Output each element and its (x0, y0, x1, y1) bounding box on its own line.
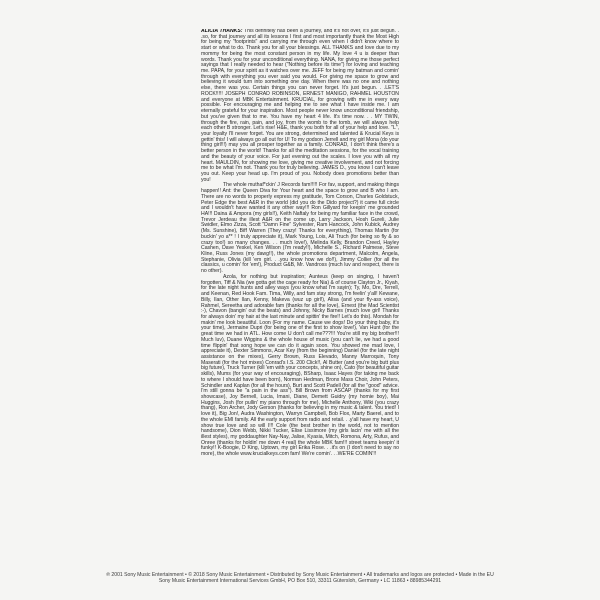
thanks-paragraph-1-body: This definitely has been a journey, and it's not over, it's just begun. . .so, for that journey and all its lessons I first and most importantly thank the Most High for being my "footprints" and carrying me through even when I didn't know where to start or what to do. Thank you for all your blessings. ALL THANKS and love due to my mommy for being the most constant person in my life. My love 4 u is deeper than words. Thank you for your unconditional everything. NANA, for giving me those perfect sayings that I really needed to hear ("Nothing before its time") for loving and teaching me. PAPA, for your spirit as it watches over me. JEFF for being my batman and comin' through with everything you ever said you would. For giving me space to grow and believing it would turn into something one day. When there was no one and nothing else, there was you. Certain things you can never forget. It's just begun. . .LET'S ROCK!!!!! JOSEPH CONRAD ROBINSON, ERNEST MANIGO, RAHMEL HOUSTON and everyone at MBK Entertainment. KRUCIAL, for growing with me in every way possible. For encouraging me and helping me to see what I have inside me. I am eternally grateful for your inspiration. Most people never know unconditional friendship, but you've given that to me. You have my heart 4 life. It's time now. . . MY TWIN, through the fire, rain, pain, and joy, from the womb to the tomb, we will always help each other B stronger. Let's rise! H&E, thank you both for all of your help and love. "L", your loyalty I'll never forget. You are strong, determined and talented & Krucial Keys is gettin' this! I will always go all out for U! To my godson Jerrell and my girl Mona (do your thing girl!!!) may you all prosper together as a family. CONRAD, I don't think there's a better person in the world! Thanks for all the meditation sessions, for the vocal training and the beauty of your voice. For just evening out the scales. I love you with all my heart. MAULDIN, for showing me love, giving me creative involvement, and not forcing me to be what I'm not. Thank you for truly believing. JAMES D., you know I can't leave you out. Keep your head up. I'm proud of you. Nobody does promotions better than you! (201, 29, 399, 183)
legal-line-address: Sony Music Entertainment International Services GmbH, PO Box 510, 33311 Gütersloh, Germany • LC 11863 • 88985344291 (158, 578, 442, 584)
thanks-heading: ALICIA THANKS: (201, 29, 243, 34)
legal-footer (72, 572, 528, 584)
legal-line-copyright: ℗ 2001 Sony Music Entertainment • © 2018 Sony Music Entertainment • Distributed by Sony Music Entertainment • All trademarks and logos are protected • Made in the EU (106, 572, 494, 578)
thanks-text-block (201, 29, 399, 559)
thanks-paragraph-1 (201, 29, 399, 183)
thanks-paragraph-2: The whole muthaf*ckin' J Records fam!!!!! For fav, support, and making things happen!! Ant: the Queen Diva for Your heart and the space to grow and B who I am. There are no words to properly express my gratitude, Tom Corson, Charles Goldstuck, Peter Edge the best A&R in the world (did you do the Dido project?) it came full circle and I wouldn't have wanted it any other way!!! Ron Gillyard for keepin' me grounded HA!!! Daina & Ampora (my girls!!), Keith Naftaly for being my familiar face in the crowd, Trevor Jerdeau the illest A&R on the come up, Larry Jackson, Hosh Gureli, Julie Swidler, Elmo Zizza, Scott "Damn Fine" Sylvester, Ram Hancock, John Kubick, Audrey (Ms. Sunshine), Biff Warren (They crazy! Thanks for everything), Thomas Martin (for buckin' yo a** ! I truly appreciate it), Mark Young, Lois, Ali Truch (for being so fly & so crazy too!) so many changes. . . much love!), Melinda Kelly, Brandon Creed, Hayley Cashen, Dave Yeskel, Ken Wilson (I'm ready!!), Michelle S., Richard Palmese, Steve Kline, Russ Jones (my dawg!!), the whole promotions department, Malcolm, Angela, Stephanie, Olivia (kill 'em girl. . .you know how we do!!), Jimmy Collier (for all the classics, u comin' for 'em!), Product G&B, Mr. Vandross (much luv and respect, there is no other). (201, 182, 399, 275)
thanks-paragraph-3: Azola, for nothing but inspiration; Aunteus (keep on singing, I haven't forgotten, Tiff & Nia (we gotta get the cage ready for Nia) & of course Clayton Jr., Kiyah, for the late night hunts and alley ways (you know what I'm sayin); Ty, Mo, Dre, Terrell, and Keenan, Red Hook Fam. Tima, Willy, and fam stay strong, I'm feelin' y'all! Kewane, Billy, Ilan, Other Ilan, Kenny, Makeva (wuz up girl!), Alisa (and your fly-ass voice), Rahmel, Sereetha and adorable fam (thanks for all the love), Ernest (the Mad Scientist :-), Chavon (bangin' out the beats) and Johnny, Nicky Barnes (much love girl! Thanks for always doin' my hair at the last minute and spittin' the fire!! Let's do this). Mondah for makin' me look beautiful. Loon (For my name. Cause we dogs! Do your thing baby, it's your time), Jermaine Dupri (for being one of the first to show love!), Van Hunt (for the great time we had in ATL. How come U don't call me???!!! You're still my big brother!!! Much luv), Duane Wiggins & the whole house of music (you can't lie, we had a good time flippin' that song hope we can do it again soon. You showed me mad love, I appreciate it), Dexter Simmons, Acar Key (from the beginning) Daniel (for the late night assistance on the mixes), Gerry Brown, Russ Elevado, Manny Marroquin, Tony Maserati (for the hot mixes) Conrad's I.S. 200 Click!!, Al Butter (and you're big butt plus big future), Truck Turner (kill 'em with your concepts, shine on), Cato (for beautiful guitar skills), Mums (for your way of encouraging), BSharp, Isaac Hayes (for taking me back to where I should have been born), Norman Hedman, Bronx Mass Choir, John Peters, Schindler and Kaplan (for all the hours), Burt and Scott Padell (for all the "good" advice. I'm still gonna be "a pain in the ass"). Bill Brown from ASCAP (thanks for my first showcase), Joy Bernell, Lucia, Imani, Diane, Demett Guidry (my homie boy), Mai Huggins, Josh (for pullin' my piano through for me), Michelle Anthony, Wiki (you crazy thang), Ron Archer, Jody Gerson (thanks for believing in my music & talent. You tried! I love it), Big Jon!, Audra Washington, Warryn Campbell, Bob Flox, Marty Baerel, and to the whole EMI family. All the early support from radio and retail. . .y'all have my heart, U show true love and so will I!!! Cole (the best brother in the world, not to mention handsome), Dion Webb, Nikki Tucker, Elise Lissimore (my girls lacin' me with all the illest styles), my goddaughter Nay-Nay, Jalise, Kyasia, Mitch, Romona, Arty, Rufus, and Onree (thanks for holdin' me down 4 real) the whole MBK fam!!! street teams keepin' it funky!! K-Boogie, D King, Uptown, my girl Erika Rose. . .it's on (I don't need to say no more), the whole www.krucialkeys.com fam! We're comin'. . .WE'RE COMIN'!! (201, 273, 399, 458)
